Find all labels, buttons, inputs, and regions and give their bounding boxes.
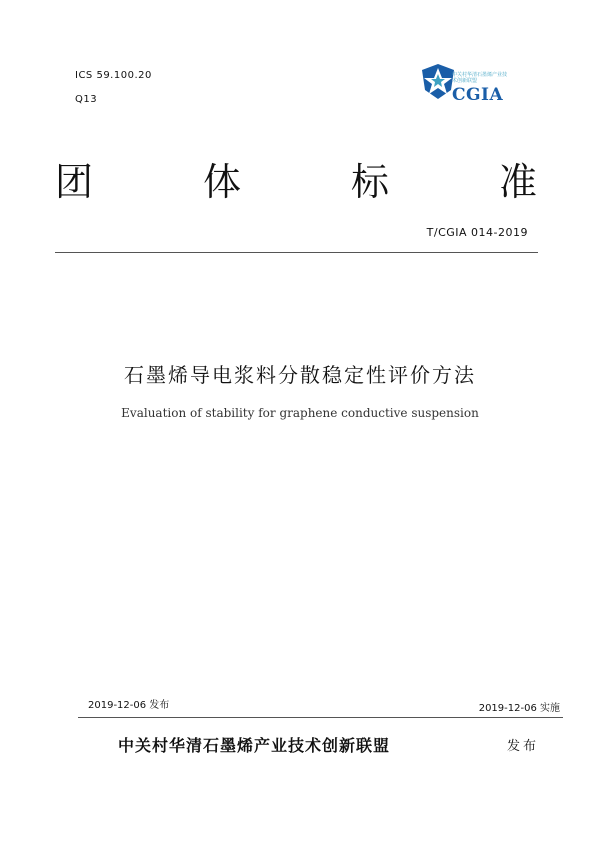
publish-date: 2019-12-06 发布 (88, 700, 170, 711)
logo-name: CGIA (452, 85, 504, 105)
document-title-en: Evaluation of stability for graphene conductive suspension (121, 406, 479, 420)
logo-text (452, 72, 508, 106)
cgia-emblem-icon (422, 64, 454, 99)
issuer-name: 中关村华清石墨烯产业技术创新联盟 (118, 736, 391, 755)
standard-number: T/CGIA 014-2019 (426, 226, 528, 239)
ics-code: ICS 59.100.20 (75, 70, 152, 81)
footer-divider (78, 717, 563, 718)
header-divider (55, 252, 538, 253)
issuer-action: 发布 (507, 739, 540, 754)
ccs-code: Q13 (75, 94, 98, 105)
logo-tagline: 中关村华清石墨烯产业技术创新联盟 (452, 72, 508, 84)
standard-type-char: 标 (351, 160, 390, 204)
document-title-cn: 石墨烯导电浆料分散稳定性评价方法 (124, 363, 476, 387)
standard-type-char: 体 (203, 160, 242, 204)
implement-date: 2019-12-06 实施 (478, 703, 560, 714)
standard-type-char: 准 (499, 160, 538, 204)
standard-type-char: 团 (55, 160, 94, 204)
